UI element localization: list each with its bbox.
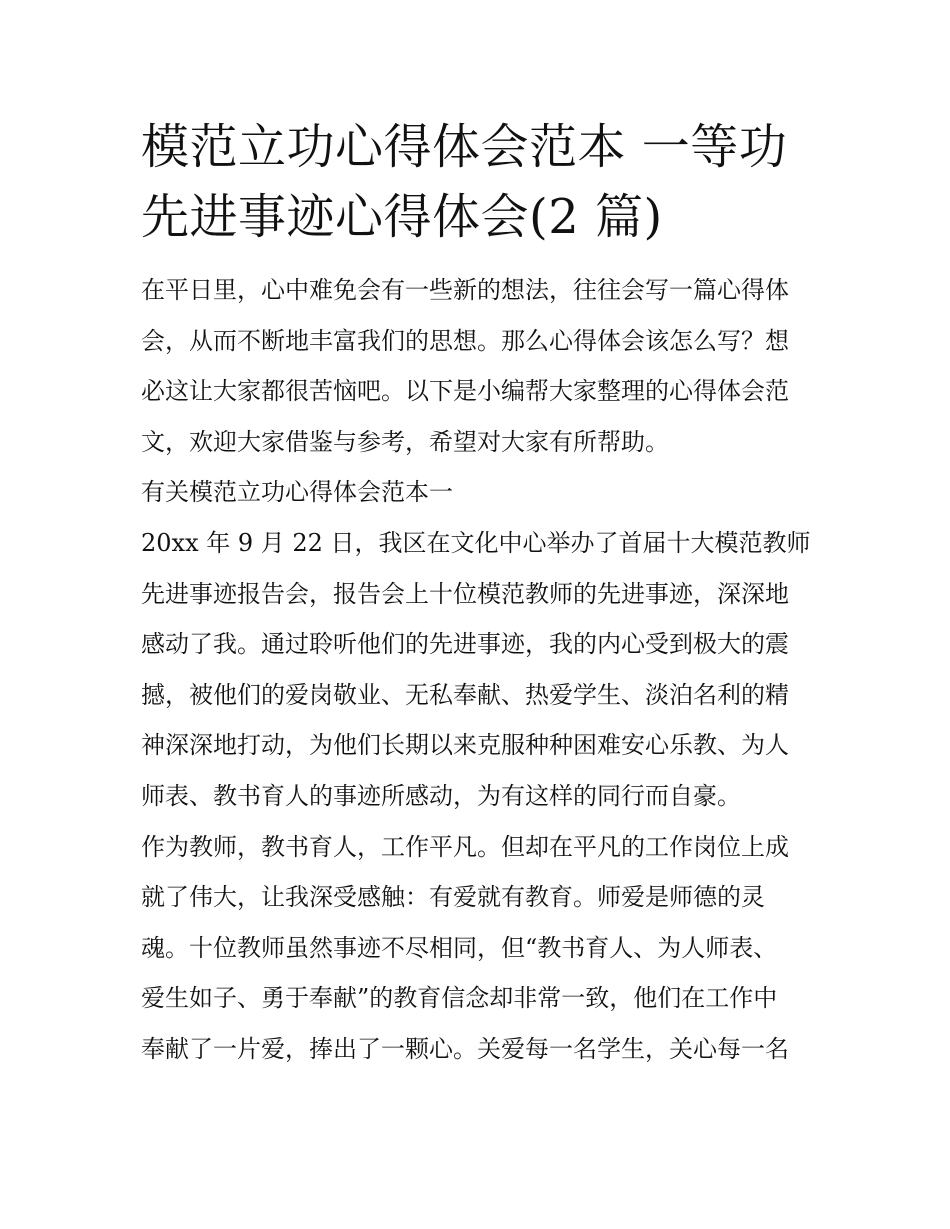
intro-line: 在平日里，心中难免会有一些新的想法，往往会写一篇心得体 — [141, 276, 789, 304]
section-heading: 有关模范立功心得体会范本一 — [141, 478, 453, 507]
body-line: 先进事迹报告会，报告会上十位模范教师的先进事迹，深深地 — [141, 579, 789, 608]
title-line: 模范立功心得体会范本 一等功 — [141, 119, 788, 175]
document-title — [141, 112, 821, 252]
body-line: 作为教师，教书育人，工作平凡。但却在平凡的工作岗位上成 — [141, 832, 789, 861]
body-line: 师表、教书育人的事迹所感动，为有这样的同行而自豪。 — [141, 781, 741, 810]
title-line: 先进事迹心得体会(2 篇) — [141, 189, 663, 245]
body-line: 感动了我。通过聆听他们的先进事迹，我的内心受到极大的震 — [141, 630, 789, 659]
body-line: 就了伟大，让我深受感触：有爱就有教育。师爱是师德的灵 — [141, 883, 765, 912]
body-line: 撼，被他们的爱岗敬业、无私奉献、热爱学生、淡泊名利的精 — [141, 680, 789, 709]
intro-line: 必这让大家都很苦恼吧。以下是小编帮大家整理的心得体会范 — [141, 377, 789, 406]
body-line: 奉献了一片爱，捧出了一颗心。关爱每一名学生，关心每一名 — [141, 1034, 789, 1063]
body-line: 20xx 年 9 月 22 日，我区在文化中心举办了首届十大模范教师 — [141, 528, 811, 557]
body-line: 神深深地打动，为他们长期以来克服种种困难安心乐教、为人 — [141, 731, 789, 760]
document-content — [141, 112, 821, 1075]
intro-line: 文，欢迎大家借鉴与参考，希望对大家有所帮助。 — [141, 427, 669, 456]
document-body — [141, 265, 821, 1075]
body-line: 魂。十位教师虽然事迹不尽相同，但“教书育人、为人师表、 — [141, 933, 778, 962]
body-line: 爱生如子、勇于奉献”的教育信念却非常一致，他们在工作中 — [141, 984, 778, 1013]
intro-line: 会，从而不断地丰富我们的思想。那么心得体会该怎么写？想 — [141, 326, 789, 355]
